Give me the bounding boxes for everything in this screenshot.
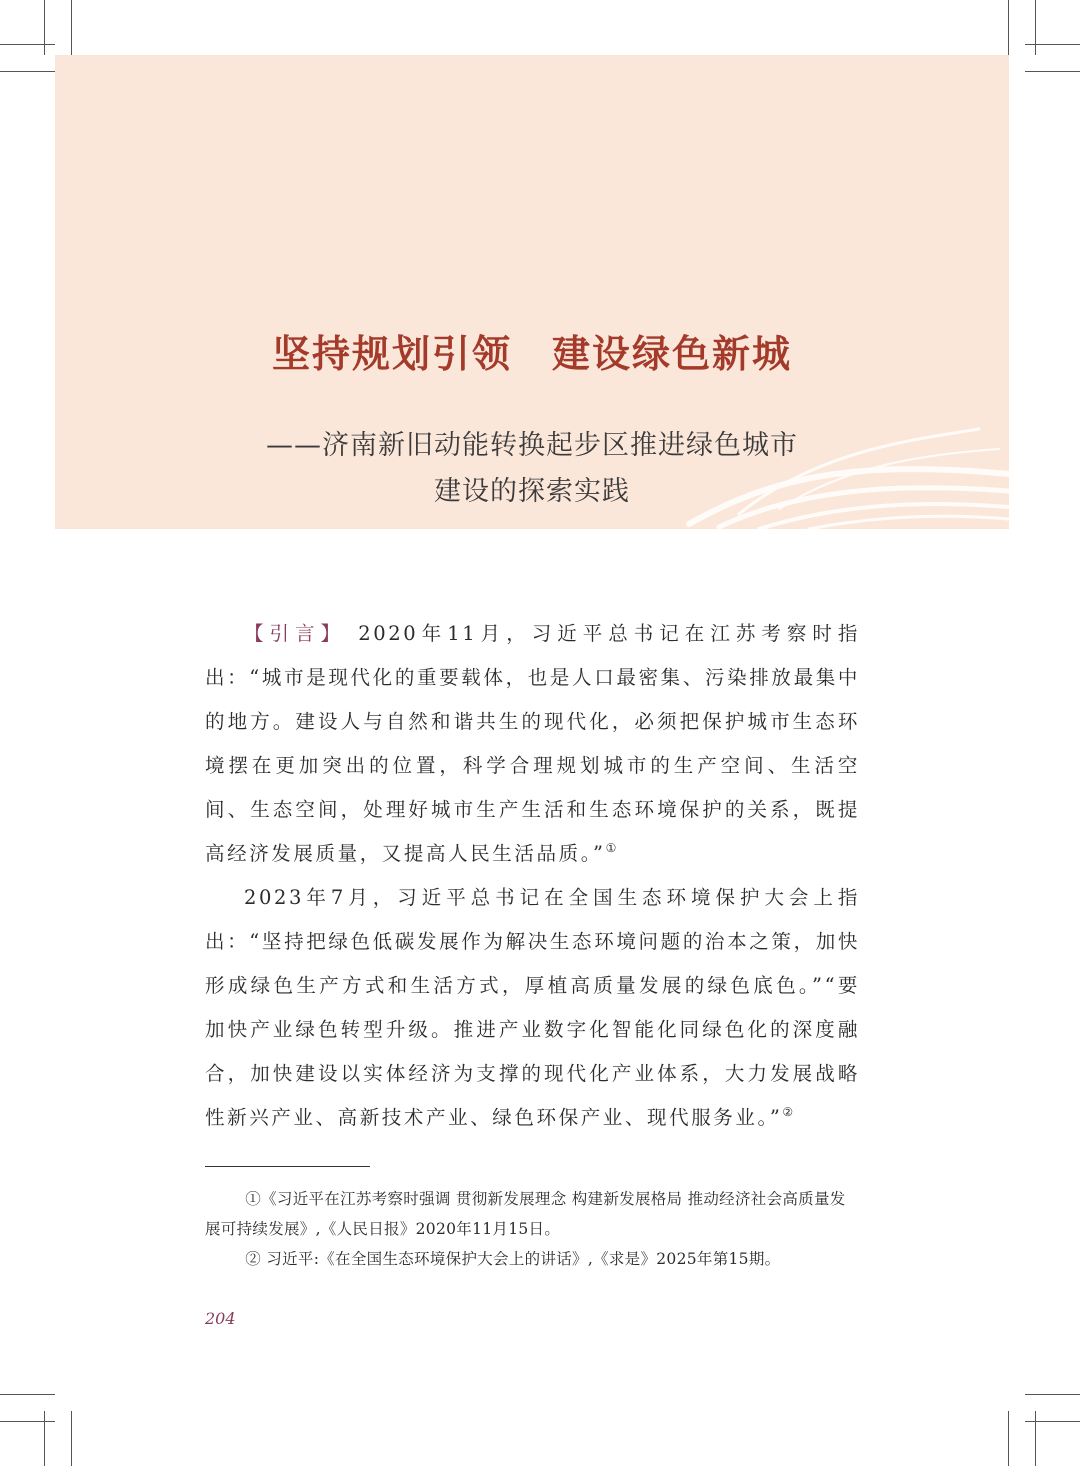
- page-title: [55, 323, 1009, 378]
- paragraph-intro: [205, 612, 860, 876]
- title-banner: [55, 55, 1009, 529]
- paragraph-intro-text: 2020年11月，习近平总书记在江苏考察时指出：“城市是现代化的重要载体，也是人口最密集、污染排放最集中的地方。建设人与自然和谐共生的现代化，必须把保护城市生态环境摆在更加突出的位置，科学合理规划城市的生产空间、生活空间、生态空间，处理好城市生产生活和生态环境保护的关系，既提高经济发展质量，又提高人民生活品质。”: [205, 622, 861, 865]
- crop-mark: [1025, 71, 1080, 72]
- footnote-divider: [205, 1166, 370, 1167]
- footnote-2: ② 习近平:《在全国生态环境保护大会上的讲话》,《求是》2025年第15期。: [245, 1250, 781, 1268]
- crop-mark: [1035, 1411, 1036, 1466]
- crop-mark: [71, 1411, 72, 1466]
- intro-label: 【引言】: [244, 622, 347, 645]
- crop-mark: [71, 0, 72, 55]
- crop-mark: [1025, 1421, 1080, 1422]
- title-part-2: 建设绿色新城: [552, 332, 793, 376]
- crop-mark: [0, 71, 55, 72]
- crop-mark: [0, 1421, 55, 1422]
- subtitle-line-2: 建设的探索实践: [434, 476, 630, 507]
- crop-mark: [1025, 44, 1080, 45]
- title-part-1: 坚持规划引领: [271, 332, 512, 376]
- crop-mark: [1008, 0, 1009, 55]
- page-number: 204: [205, 1309, 236, 1328]
- footnote-1: ①《习近平在江苏考察时强调 贯彻新发展理念 构建新发展格局 推动经济社会高质量发展可持续发展》,《人民日报》2020年11月15日。: [205, 1190, 846, 1238]
- subtitle-line-1: ——济南新旧动能转换起步区推进绿色城市: [266, 430, 798, 461]
- crop-mark: [1008, 1411, 1009, 1466]
- footnote-ref-2: ②: [782, 1105, 794, 1119]
- footnote-ref-1: ①: [605, 841, 617, 855]
- crop-mark: [0, 1394, 55, 1395]
- footnotes: [205, 1184, 860, 1274]
- crop-mark: [44, 1411, 45, 1466]
- crop-mark: [44, 0, 45, 55]
- body-text: [205, 612, 860, 1140]
- wave-decoration: [679, 419, 1009, 529]
- crop-mark: [1025, 1394, 1080, 1395]
- paragraph-second-text: 2023年7月，习近平总书记在全国生态环境保护大会上指出：“坚持把绿色低碳发展作为解决生态环境问题的治本之策，加快形成绿色生产方式和生活方式，厚植高质量发展的绿色底色。”“要加快产业绿色转型升级。推进产业数字化智能化同绿色化的深度融合，加快建设以实体经济为支撑的现代化产业体系，大力发展战略性新兴产业、高新技术产业、绿色环保产业、现代服务业。”: [205, 886, 860, 1129]
- crop-mark: [0, 44, 55, 45]
- paragraph-second: [205, 876, 860, 1140]
- crop-mark: [1035, 0, 1036, 55]
